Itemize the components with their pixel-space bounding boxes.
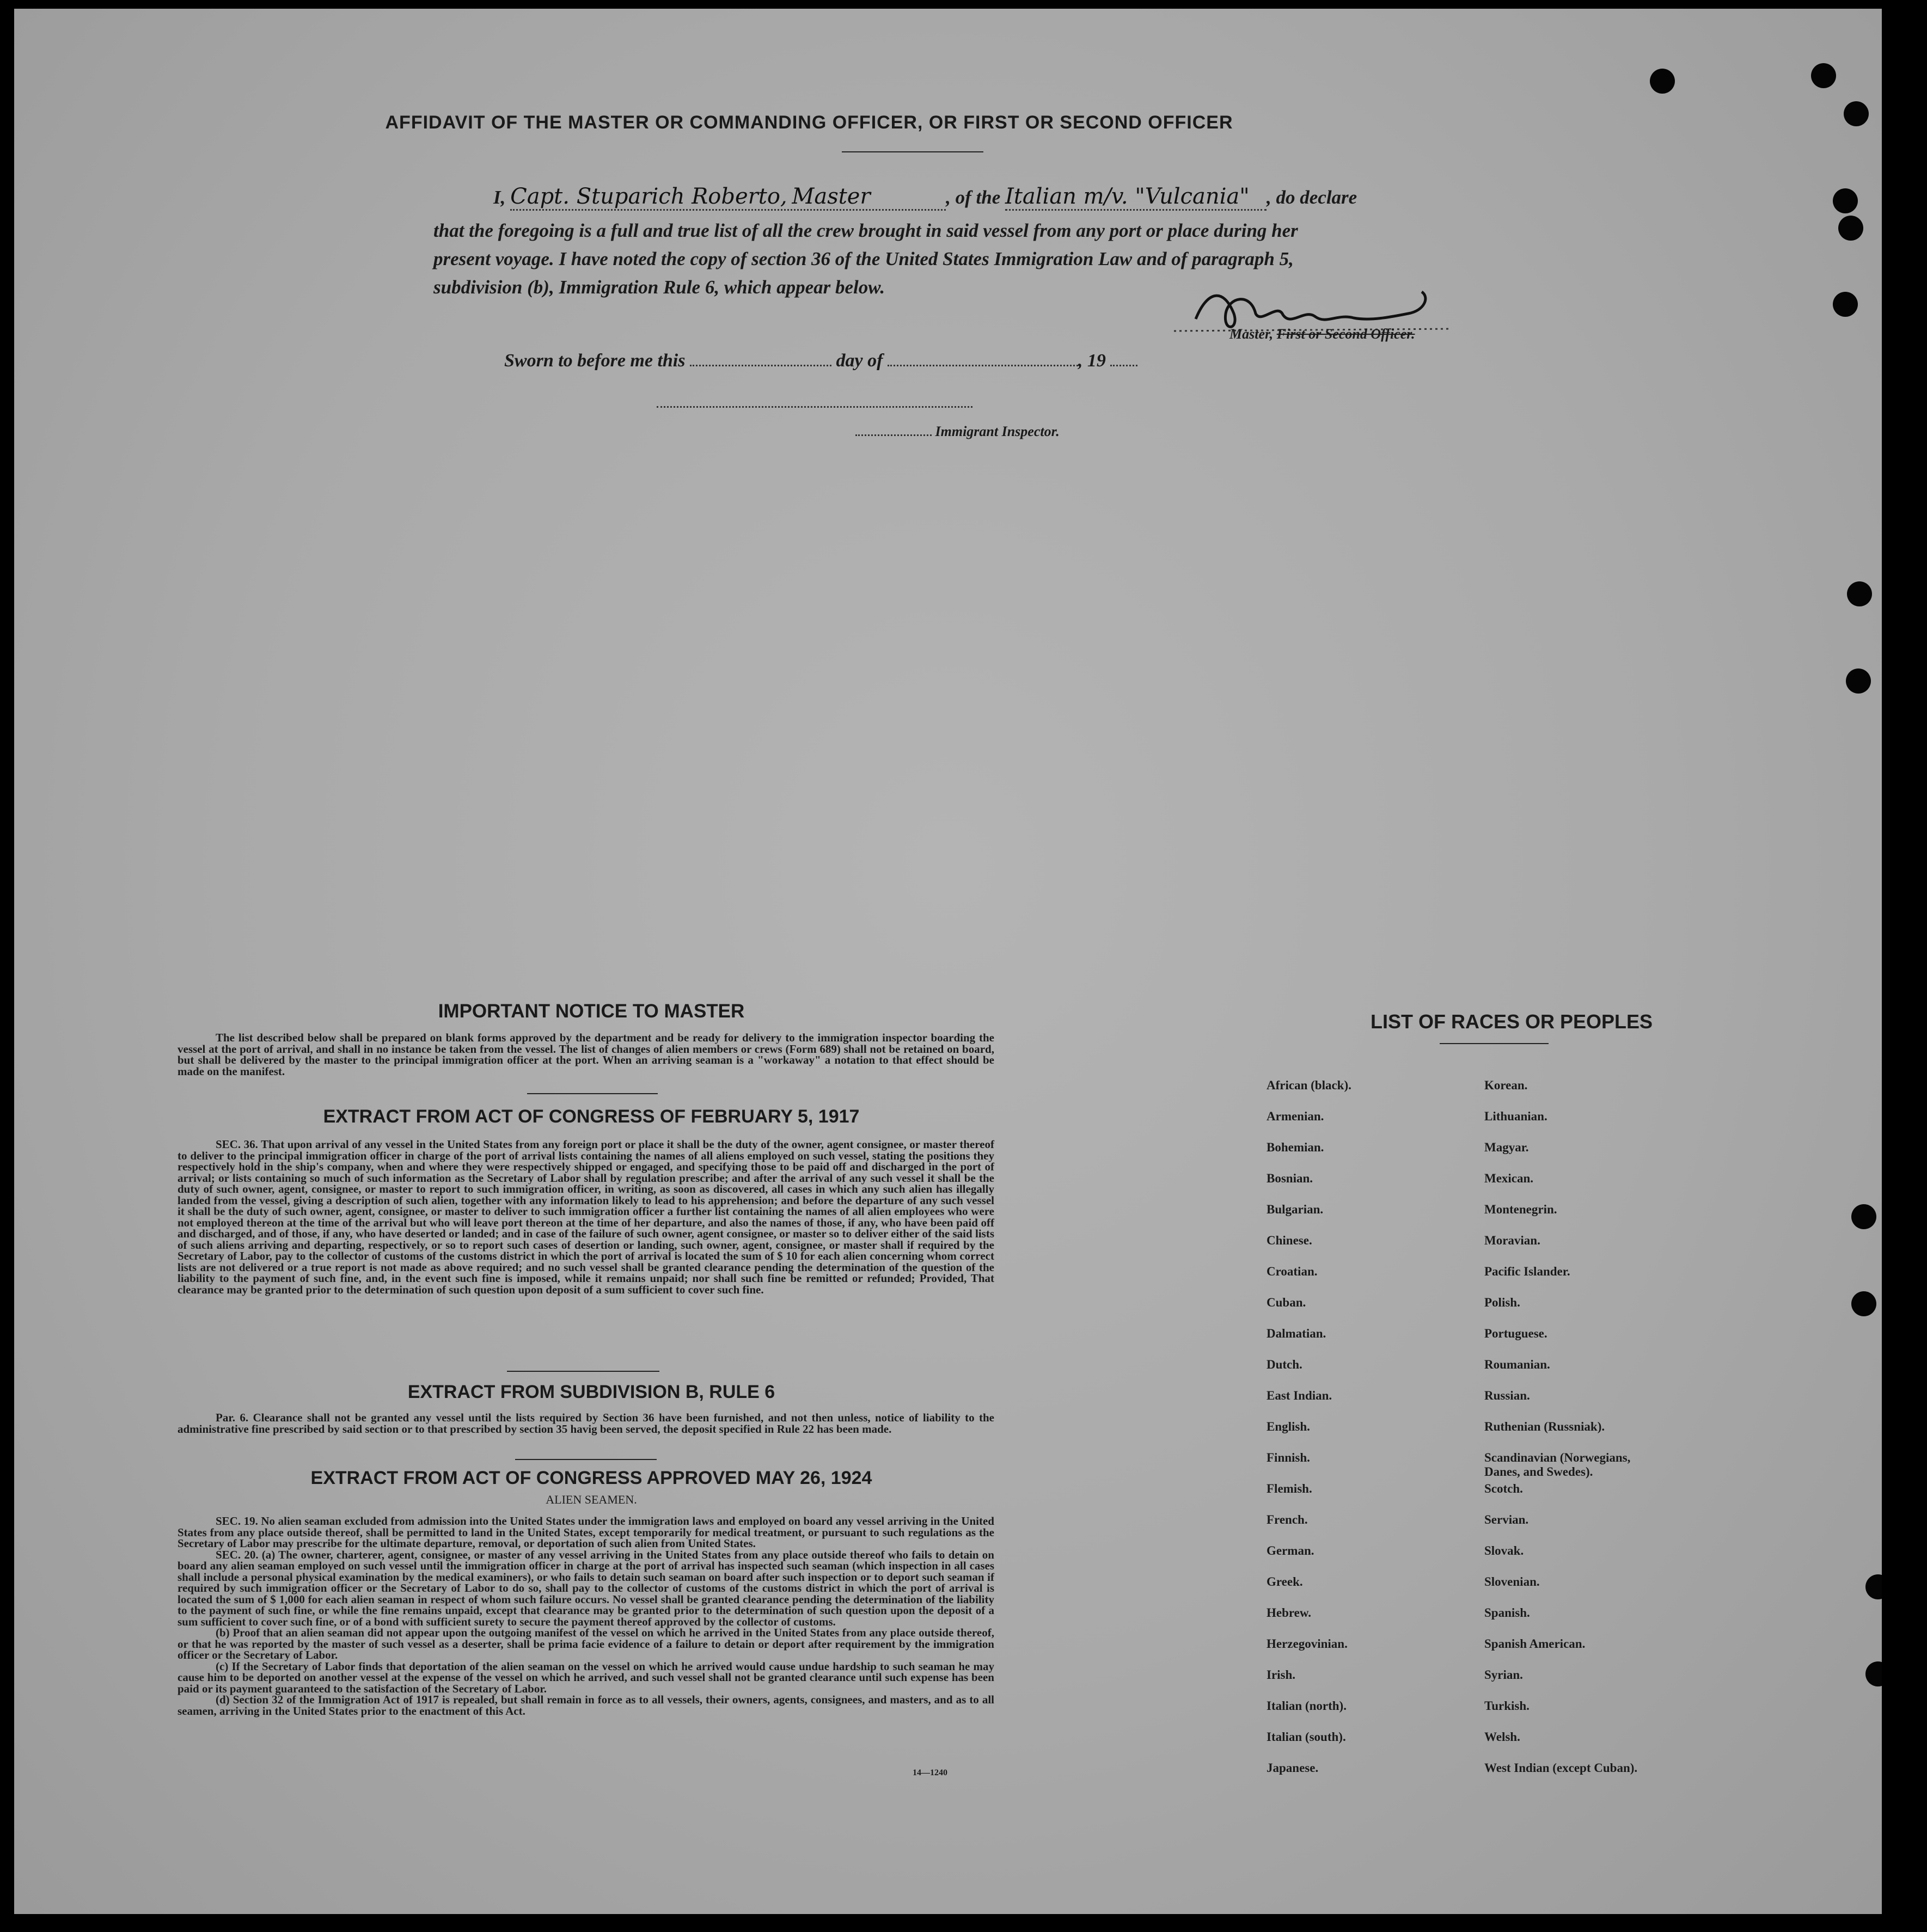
punch-hole	[1865, 1661, 1882, 1686]
race-item: Flemish.	[1267, 1482, 1312, 1495]
form-number: 14—1240	[913, 1768, 947, 1777]
inspector-signature-field[interactable]	[657, 406, 972, 408]
extract2-body	[178, 1412, 994, 1434]
master-label: Master,	[1229, 326, 1274, 342]
race-item: Polish.	[1484, 1296, 1520, 1309]
master-name-handwritten: Capt. Stuparich Roberto,	[510, 184, 787, 209]
sworn-line	[504, 351, 1137, 371]
punch-hole	[1650, 69, 1675, 94]
affidavit-line-2: that the foregoing is a full and true list of all the crew brought in said vessel from any port or place during her	[433, 220, 1298, 241]
race-item: French.	[1267, 1513, 1308, 1526]
punch-hole	[1811, 63, 1836, 88]
inspector-line	[855, 424, 1060, 440]
race-item: English.	[1267, 1420, 1310, 1433]
punch-hole	[1833, 292, 1858, 317]
race-item: Magyar.	[1484, 1140, 1529, 1154]
master-name-field[interactable]	[510, 184, 946, 211]
extract2-title: EXTRACT FROM SUBDIVISION B, RULE 6	[407, 1382, 775, 1402]
race-item: Slovak.	[1484, 1544, 1524, 1557]
punch-hole	[1851, 1204, 1876, 1229]
extract3-paragraph: SEC. 20. (a) The owner, charterer, agent, consignee, or master of any vessel arriving in the United States from any place outside thereof who fails to detain on board any alien seaman employed on such vessel until the immigration officer in charge at the port of arrival has inspected such seaman (which inspection in all cases shall include a personal physical examination by the medical examiners), or who fails to detain such seaman on board after such inspection or to deport such seaman if required by such immigration officer or the Secretary of Labor to do so, shall pay to the collector of customs of the customs district in which the port of arrival is located the sum of $ 1,000 for each alien seaman in respect of whom such failure occurs. No vessel shall be granted clearance pending the determination of the liability to the payment of such fine, or while the fine remains unpaid, except that clearance may be granted prior to the determination of such question upon the deposit of a sum sufficient to cover such fine, or of a bond with sufficient surety to secure the payment thereof approved by the collector of customs.	[178, 1548, 994, 1628]
race-item: Turkish.	[1484, 1699, 1530, 1713]
race-item: Montenegrin.	[1484, 1203, 1557, 1216]
extract3-paragraph: SEC. 19. No alien seaman excluded from admission into the United States under the immigration laws and employed on board any vessel arriving in the United States from any place outside thereof, shall be permitted to land in the United States, except temporarily for medical treatment, or pursuant to such regulations as the Secretary of Labor may prescribe for the ultimate departure, removal, or deportation of such alien from United States.	[178, 1514, 994, 1550]
sworn-year-label: , 19	[1078, 351, 1106, 371]
race-item: Dutch.	[1267, 1358, 1302, 1371]
punch-hole	[1844, 101, 1869, 126]
sworn-day-label: day of	[836, 351, 883, 371]
race-item: Servian.	[1484, 1513, 1529, 1526]
inspector-dots	[855, 434, 932, 436]
race-item: Italian (north).	[1267, 1699, 1347, 1713]
extract3-subtitle: ALIEN SEAMEN.	[546, 1493, 637, 1506]
affidavit-i: I,	[493, 187, 506, 208]
affidavit-line-3: present voyage. I have noted the copy of section 36 of the United States Immigration Law and of paragraph 5,	[433, 248, 1294, 269]
vessel-name-field[interactable]	[1005, 184, 1267, 211]
race-item: West Indian (except Cuban).	[1484, 1761, 1638, 1775]
extract1-body	[178, 1139, 994, 1295]
punch-hole	[1833, 188, 1858, 213]
race-item: Lithuanian.	[1484, 1109, 1547, 1123]
master-role-handwritten: Master	[792, 184, 871, 209]
race-item: Russian.	[1484, 1389, 1530, 1402]
vessel-name-handwritten: Italian m/v. "Vulcania"	[1005, 184, 1250, 209]
punch-hole	[1838, 216, 1863, 241]
affidavit-line-1	[493, 184, 1550, 211]
race-item: Bulgarian.	[1267, 1203, 1324, 1216]
divider	[507, 1371, 659, 1372]
affidavit-declare: , do declare	[1267, 187, 1357, 208]
officer-label-struck: First or Second Officer.	[1276, 326, 1415, 342]
affidavit-of: , of the	[946, 187, 1001, 208]
sworn-prefix: Sworn to before me this	[504, 351, 686, 371]
affidavit-line-4: subdivision (b), Immigration Rule 6, which appear below.	[433, 277, 885, 298]
race-item: Moravian.	[1484, 1234, 1540, 1247]
race-item: Syrian.	[1484, 1668, 1523, 1682]
race-item: Welsh.	[1484, 1730, 1520, 1744]
notice-paragraph: The list described below shall be prepared on blank forms approved by the department and be ready for delivery to the immigration inspector boarding the vessel at the port of arrival, and shall in no instance be taken from the vessel. The list of changes of alien members or crews (Form 689) shall not be retained on board, but shall be delivered by the master to the principal immigration officer at the port. When an arriving seaman is a "workaway" a notation to that effect should be made on the manifest.	[178, 1031, 994, 1078]
race-item: Slovenian.	[1484, 1575, 1540, 1588]
race-item: Roumanian.	[1484, 1358, 1550, 1371]
race-item: East Indian.	[1267, 1389, 1332, 1402]
race-item: Bohemian.	[1267, 1140, 1324, 1154]
race-item: German.	[1267, 1544, 1314, 1557]
race-item: Bosnian.	[1267, 1172, 1313, 1185]
race-item: Pacific Islander.	[1484, 1265, 1570, 1278]
affidavit-title: AFFIDAVIT OF THE MASTER OR COMMANDING OFFICER, OR FIRST OR SECOND OFFICER	[385, 112, 1233, 133]
race-item: Italian (south).	[1267, 1730, 1346, 1744]
race-item: African (black).	[1267, 1078, 1351, 1092]
race-item: Spanish American.	[1484, 1637, 1586, 1651]
race-item: Scotch.	[1484, 1482, 1523, 1495]
race-item: Ruthenian (Russniak).	[1484, 1420, 1605, 1433]
extract1-title: EXTRACT FROM ACT OF CONGRESS OF FEBRUARY 5, 1917	[323, 1106, 860, 1127]
extract3-title: EXTRACT FROM ACT OF CONGRESS APPROVED MAY 26, 1924	[310, 1468, 872, 1488]
extract3-paragraph: (d) Section 32 of the Immigration Act of 1917 is repealed, but shall remain in force as to all vessels, their owners, agents, consignees, and masters, and as to all seamen, arriving in the United States prior to the enactment of this Act.	[178, 1693, 994, 1718]
master-signature-label	[1229, 326, 1415, 342]
notice-title: IMPORTANT NOTICE TO MASTER	[438, 1001, 745, 1022]
race-item: Cuban.	[1267, 1296, 1306, 1309]
punch-hole	[1851, 1291, 1876, 1316]
sworn-month-field[interactable]	[888, 365, 1078, 366]
extract1-paragraph: SEC. 36. That upon arrival of any vessel in the United States from any foreign port or place it shall be the duty of the owner, agent consignee, or master thereof to deliver to the principal immigration officer in charge of the port of arrival lists containing the names of all aliens employed on such vessel, stating the positions they respectively hold in the ship's company, when and where they were respectively shipped or engaged, and specifying those to be paid off and discharged in the port of arrival; or lists containing so much of such information as the Secretary of Labor shall by regulation prescribe; and after the arrival of any such vessel it shall be the duty of such owner, agent, consignee, or master to report to such immigration officer, in writing, as soon as discovered, all cases in which any such alien has illegally landed from the vessel, giving a description of such alien, together with any information likely to lead to his apprehension; and before the departure of any such vessel it shall be the duty of such owner, agent, consignee, or master to deliver to such immigration officer a further list containing the names of all alien employees who were not employed thereon at the time of the arrival but who will leave port thereon at the time of her departure, and also the names of those, if any, who have been paid off and discharged, and of those, if any, who have deserted or landed; and in case of the failure of such owner, agent consignee, or master so to deliver either of the said lists of such aliens arriving and departing, respectively, or so to report such cases of desertion or landing, such owner, agent, consignee, or master shall if required by the Secretary of Labor, pay to the collector of customs of the customs district in which the port of arrival is located the sum of $ 10 for each alien concerning whom correct lists are not delivered or a true report is not made as above required; and no such vessel shall be granted clearance pending the determination of the question of the liability to the payment of such fine, and, in the event such fine is imposed, while it remains unpaid; nor shall such fine be remitted or refunded; Provided, That clearance may be granted prior to the determination of such question upon deposit of a sum sufficient to cover such fine.	[178, 1138, 994, 1296]
divider	[527, 1093, 658, 1094]
race-item: Portuguese.	[1484, 1327, 1547, 1340]
race-item: Armenian.	[1267, 1109, 1324, 1123]
sworn-year-field[interactable]	[1110, 365, 1137, 366]
form-sheet	[14, 9, 1882, 1914]
race-item: Japanese.	[1267, 1761, 1319, 1775]
race-item: Chinese.	[1267, 1234, 1312, 1247]
punch-hole	[1865, 1574, 1882, 1599]
extract3-body	[178, 1516, 994, 1716]
race-item: Greek.	[1267, 1575, 1303, 1588]
races-underline	[1440, 1043, 1549, 1044]
race-item: Irish.	[1267, 1668, 1296, 1682]
punch-hole	[1846, 668, 1871, 694]
race-item: Dalmatian.	[1267, 1327, 1326, 1340]
punch-hole	[1847, 581, 1872, 606]
inspector-label: Immigrant Inspector.	[935, 424, 1060, 439]
extract2-paragraph: Par. 6. Clearance shall not be granted any vessel until the lists required by Section 36 have been furnished, and not then unless, notice of liability to the administrative fine prescribed by said section or to that prescribed by section 35 havig been served, the deposit specified in Rule 22 has been made.	[178, 1411, 994, 1436]
extract3-paragraph: (c) If the Secretary of Labor finds that deportation of the alien seaman on the vessel on which he arrived would cause undue hardship to such seaman he may cause him to be deported on another vessel at the expense of the vessel on which he arrived, and such vessel shall not be granted clearance until such expense has been paid or its payment guaranteed to the satisfaction of the Secretary of Labor.	[178, 1659, 994, 1695]
race-item: Scandinavian (Norwegians, Danes, and Swedes).	[1484, 1451, 1631, 1479]
race-item: Spanish.	[1484, 1606, 1530, 1620]
race-item: Croatian.	[1267, 1265, 1318, 1278]
race-item: Herzegovinian.	[1267, 1637, 1348, 1651]
race-item: Mexican.	[1484, 1172, 1534, 1185]
race-item: Korean.	[1484, 1078, 1528, 1092]
sworn-day-field[interactable]	[690, 365, 831, 366]
divider	[515, 1459, 657, 1460]
title-underline	[842, 151, 983, 152]
races-title: LIST OF RACES OR PEOPLES	[1370, 1010, 1653, 1033]
race-item: Finnish.	[1267, 1451, 1310, 1464]
extract3-paragraph: (b) Proof that an alien seaman did not appear upon the outgoing manifest of the vessel on which he arrived in the United States from any place outside thereof, or that he was reported by the master of such vessel as a deserter, shall be prima facie evidence of a failure to detain or deport after requirement by the immigration officer or the Secretary of Labor.	[178, 1626, 994, 1661]
race-item: Hebrew.	[1267, 1606, 1311, 1620]
notice-body	[178, 1032, 994, 1077]
